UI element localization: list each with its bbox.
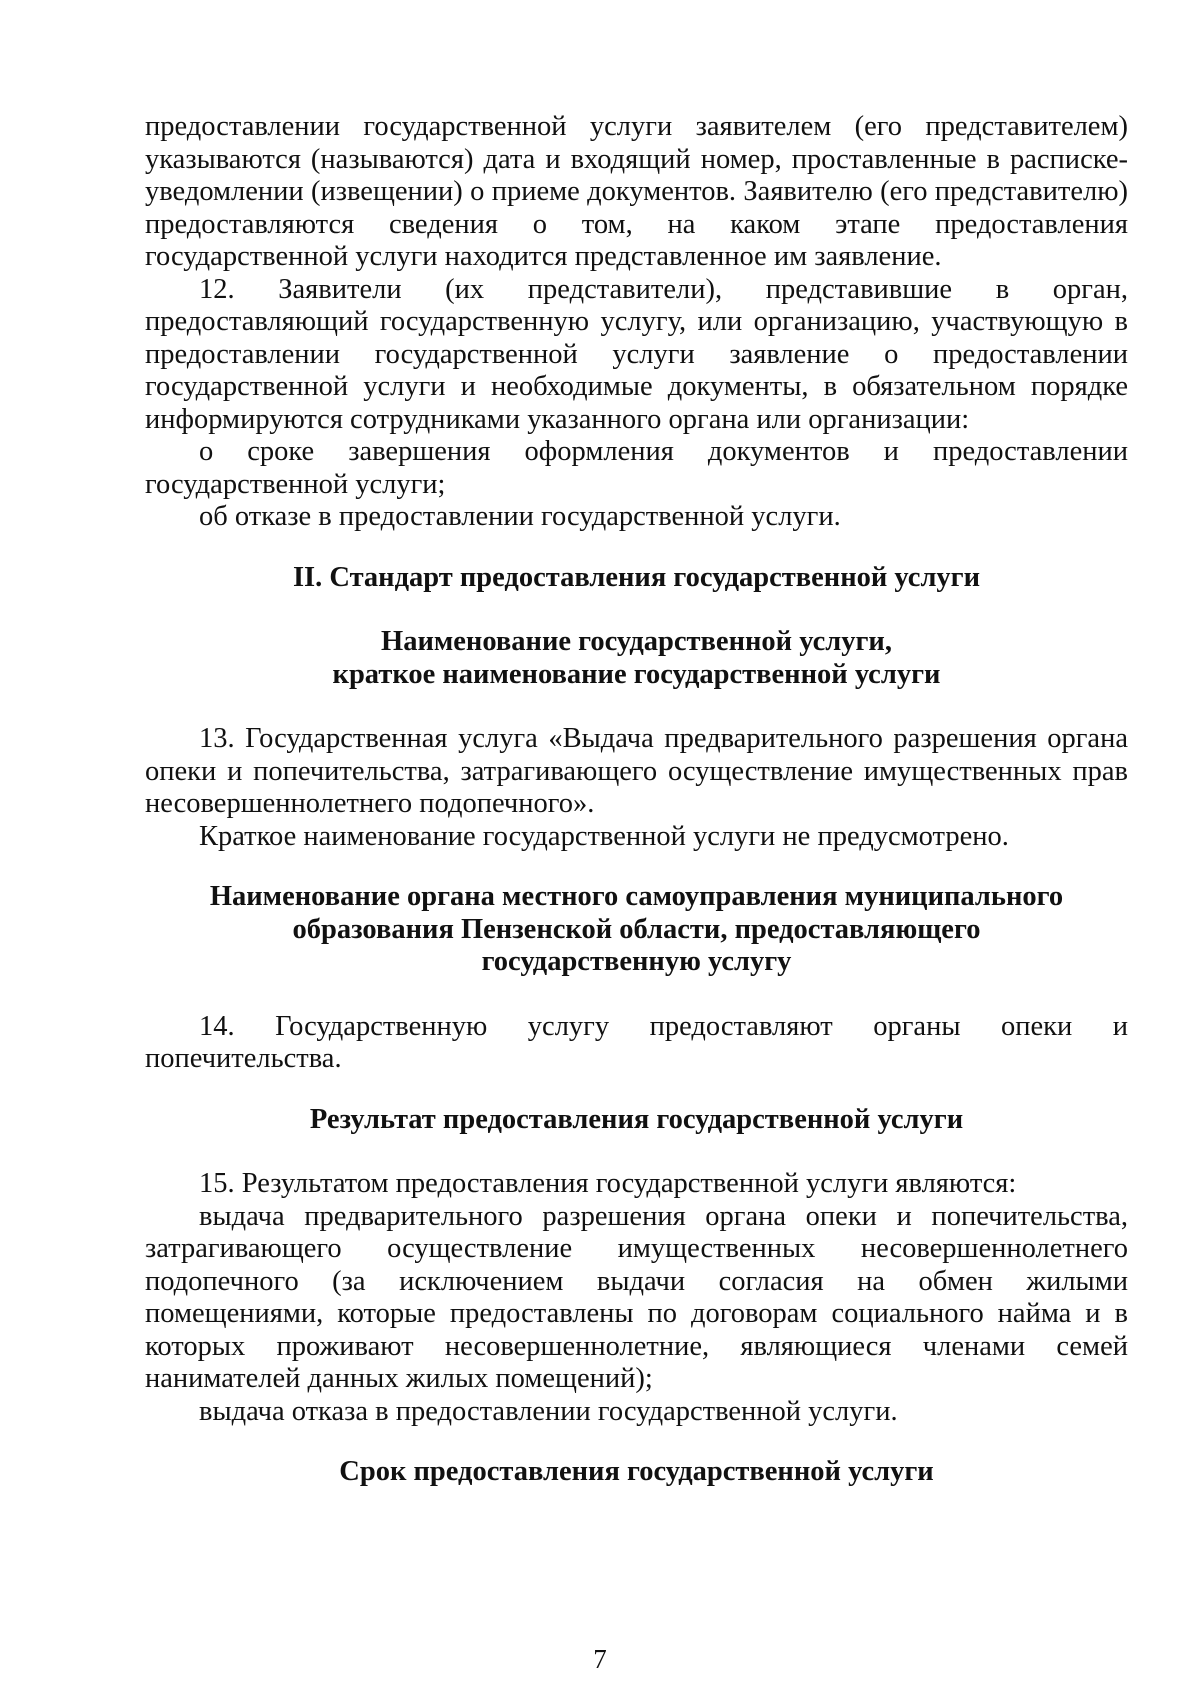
document-page [145, 111, 1128, 1489]
heading-line: Наименование органа местного самоуправления муниципального [209, 881, 1064, 912]
paragraph-11-continued: предоставлении государственной услуги заявителем (его представителем) указываются (называются) дата и входящий номер, проставленные в расписке-уведомлении (извещении) о приеме документов. Заявителю (его представителю) предоставляются сведения о том, на каком этапе предоставления государственной услуги находится представленное им заявление. [145, 111, 1128, 272]
paragraph-13: 13. Государственная услуга «Выдача предварительного разрешения органа опеки и попечительства, затрагивающего осуществление имущественных прав несовершеннолетнего подопечного». [145, 723, 1128, 819]
spacer [145, 534, 1128, 562]
subsection-service-name-heading [145, 626, 1128, 691]
paragraph-15: 15. Результатом предоставления государственной услуги являются: [199, 1168, 1017, 1199]
paragraph-13-short-name: Краткое наименование государственной услуги не предусмотрено. [199, 820, 1009, 852]
paragraph-15-item-1: выдача предварительного разрешения органа опеки и попечительства, затрагивающего осуществление имущественных несовершеннолетнего подопечного (за исключением выдачи согласия на обмен жилыми помещениями, которые предоставлены по договорам социального найма и в которых проживают несовершеннолетние, являющиеся членами семей нанимателей данных жилых помещений); [145, 1200, 1128, 1394]
paragraph-12: 12. Заявители (их представители), представившие в орган, предоставляющий государственную услугу, или организацию, участвующую в предоставлении государственной услуги заявление о предоставлении государственной услуги и необходимые документы, в обязательном порядке информируются сотрудниками указанного органа или организации: [145, 273, 1128, 435]
subsection-term-heading: Срок предоставления государственной услуги [339, 1456, 934, 1487]
spacer [145, 1136, 1128, 1168]
spacer [145, 594, 1128, 626]
subsection-authority-heading [145, 881, 1128, 979]
heading-line: образования Пензенской области, предоставляющего [292, 913, 981, 945]
spacer [145, 1428, 1128, 1456]
paragraph-14: 14. Государственную услугу предоставляют органы опеки и попечительства. [145, 1010, 1128, 1074]
spacer [145, 853, 1128, 881]
section-2-heading: II. Стандарт предоставления государственной услуги [292, 561, 981, 593]
page-number: 7 [593, 1644, 607, 1674]
heading-line: Наименование государственной услуги, [381, 626, 892, 657]
heading-line: государственную услугу [481, 946, 792, 977]
paragraph-12-item-1: о сроке завершения оформления документов и предоставлении государственной услуги; [145, 436, 1128, 500]
subsection-result-heading: Результат предоставления государственной услуги [309, 1103, 964, 1135]
spacer [145, 1076, 1128, 1104]
spacer [145, 979, 1128, 1011]
paragraph-15-item-2: выдача отказа в предоставлении государственной услуги. [199, 1395, 898, 1427]
spacer [145, 691, 1128, 723]
paragraph-12-item-2: об отказе в предоставлении государственной услуги. [199, 501, 841, 532]
heading-line: краткое наименование государственной услуги [332, 658, 941, 690]
